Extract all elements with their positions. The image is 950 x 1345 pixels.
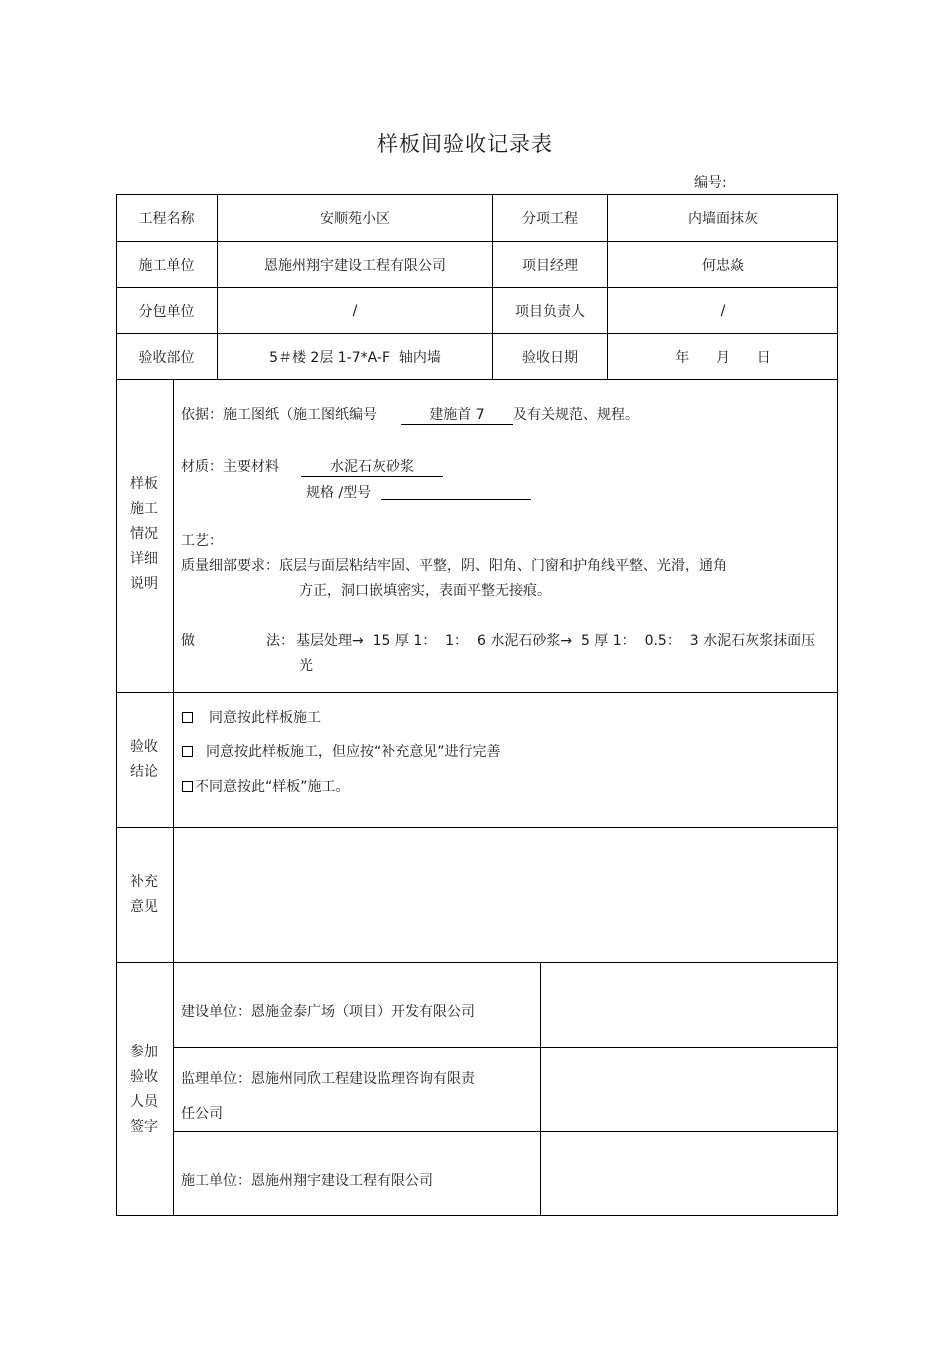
signatures-section-label [116, 1040, 172, 1140]
owner-signature-field[interactable] [541, 963, 837, 1047]
contractor-signature-field[interactable] [541, 1132, 837, 1215]
label-line: 结论 [130, 764, 158, 780]
subcontractor-label: 分包单位 [138, 303, 195, 320]
quality-line-1: 质量细部要求：底层与面层粘结牢固、平整，阴、阳角、门窗和护角线平整、光滑，通角 [181, 558, 727, 574]
label-line: 补充 [130, 874, 158, 890]
label-line: 参加 [130, 1044, 158, 1060]
page-title: 样板间验收记录表 [377, 132, 553, 156]
supervisor-unit-text: 监理单位：恩施州同欣工程建设监理咨询有限责 [181, 1071, 475, 1087]
method-line-2: 光 [299, 658, 313, 674]
supplement-section-label [116, 870, 172, 920]
inspection-date-value: 年 月 日 [675, 349, 771, 366]
option-agree-with-supplement[interactable] [182, 741, 501, 761]
basis-prefix: 依据：施工图纸（施工图纸编号 [181, 407, 377, 423]
inspection-location-label: 验收部位 [138, 349, 195, 366]
option-agree[interactable] [182, 707, 321, 727]
option-disagree[interactable] [182, 776, 350, 796]
spec-label: 规格 /型号 [306, 485, 372, 501]
spec-line [306, 482, 531, 502]
quality-line-2: 方正，洞口嵌填密实，表面平整无接痕。 [299, 583, 551, 599]
project-manager-label: 项目经理 [522, 257, 578, 274]
contractor-label: 施工单位 [138, 257, 195, 274]
material-prefix: 材质：主要材料 [181, 459, 279, 475]
sub-project-label: 分项工程 [522, 211, 578, 227]
contractor-unit-text: 施工单位：恩施州翔宇建设工程有限公司 [181, 1173, 433, 1189]
label-line: 签字 [130, 1119, 158, 1135]
drawing-number-field: 建施首 7 [401, 404, 513, 425]
contractor-value: 恩施州翔宇建设工程有限公司 [264, 257, 446, 274]
owner-unit-text: 建设单位：恩施金泰广场（项目）开发有限公司 [181, 1004, 475, 1020]
option-label: 不同意按此“样板”施工。 [195, 779, 350, 795]
row-divider [116, 379, 838, 380]
label-line: 验收 [130, 1069, 158, 1085]
method-line-1: 基层处理→ 15 厚 1： 1： 6 水泥石砂浆→ 5 厚 1： 0.5： 3 水泥石灰浆抹面压 [296, 633, 816, 649]
conclusion-section-label [116, 735, 172, 785]
column-divider [173, 379, 174, 1216]
spec-field [381, 483, 531, 500]
project-lead-label: 项目负责人 [515, 303, 585, 320]
label-line: 样板 [130, 476, 158, 492]
inspection-location-value: 5＃楼 2层 1-7*A-F 轴内墙 [269, 349, 441, 366]
label-line: 意见 [130, 899, 158, 915]
supplement-input-area[interactable] [174, 828, 837, 962]
option-label: 同意按此样板施工 [209, 710, 321, 726]
label-line: 人员 [130, 1094, 158, 1110]
checkbox[interactable] [182, 781, 193, 792]
details-section-label [116, 472, 172, 597]
supervisor-signature-field[interactable] [541, 1048, 837, 1131]
basis-line [181, 404, 639, 425]
project-name-label: 工程名称 [138, 211, 195, 227]
supervisor-unit-text-cont: 任公司 [181, 1106, 223, 1122]
method-label-b: 法： [266, 633, 294, 649]
label-line: 说明 [130, 576, 158, 592]
label-line: 验收 [130, 739, 158, 755]
project-name-value: 安顺苑小区 [320, 211, 390, 227]
method-label-a: 做 [181, 633, 195, 649]
subcontractor-value: / [352, 302, 358, 319]
process-label: 工艺： [181, 533, 223, 549]
project-lead-value: / [720, 302, 726, 319]
project-manager-value: 何忠焱 [702, 257, 744, 274]
serial-number-label: 编号: [694, 175, 727, 191]
sub-project-value: 内墙面抹灰 [688, 211, 758, 227]
material-line [181, 456, 443, 477]
label-line: 情况 [130, 526, 158, 542]
label-line: 施工 [130, 501, 158, 517]
basis-suffix: 及有关规范、规程。 [513, 407, 639, 423]
label-line: 详细 [130, 551, 158, 567]
option-label: 同意按此样板施工，但应按“补充意见”进行完善 [206, 744, 501, 760]
checkbox[interactable] [182, 746, 193, 757]
material-field: 水泥石灰砂浆 [301, 456, 443, 477]
row-divider [116, 692, 838, 693]
checkbox[interactable] [182, 712, 193, 723]
inspection-date-label: 验收日期 [522, 349, 578, 366]
